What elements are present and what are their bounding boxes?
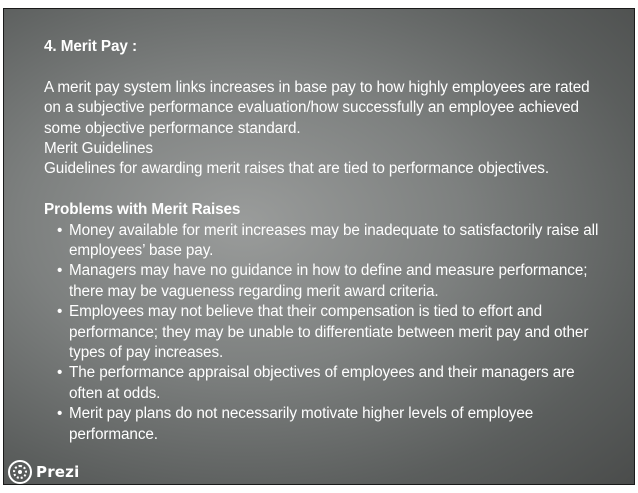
- list-item-text: Managers may have no guidance in how to define and measure performance; there may be vagueness regarding merit award criteria.: [69, 262, 588, 300]
- list-item: [44, 261, 624, 302]
- spacer: [44, 57, 624, 77]
- bullet-icon: •: [57, 221, 63, 239]
- list-item: [44, 302, 624, 363]
- slide-heading: 4. Merit Pay :: [44, 38, 137, 55]
- intro-paragraph: A merit pay system links increases in base pay to how highly employees are rated on a subjective performance evaluation/how successfully an employee achieved some objective performance standard.: [44, 78, 590, 137]
- slide: [3, 8, 635, 485]
- slide-content: [44, 37, 624, 445]
- guidelines-title: Merit Guidelines: [44, 140, 153, 157]
- bullet-icon: •: [57, 405, 63, 423]
- prezi-logo-text: Prezi: [36, 463, 80, 481]
- guidelines-text: Guidelines for awarding merit raises that are tied to performance objectives.: [44, 160, 549, 178]
- prezi-logo-icon: [8, 460, 32, 484]
- list-item-text: Money available for merit increases may be inadequate to satisfactorily raise all employees’ base pay.: [69, 221, 599, 260]
- bullet-icon: •: [57, 303, 63, 321]
- bullet-icon: •: [57, 262, 63, 280]
- list-item-text: Employees may not believe that their compensation is tied to effort and performance; they may be unable to differentiate between merit pay and other types of pay increases.: [69, 303, 589, 362]
- list-item: [44, 221, 624, 262]
- list-item: [44, 363, 624, 404]
- prezi-logo[interactable]: [8, 459, 79, 485]
- list-item-text: The performance appraisal objectives of employees and their managers are often at odds.: [69, 364, 575, 402]
- bullet-icon: •: [57, 364, 63, 382]
- list-item: [44, 404, 624, 445]
- spacer: [44, 180, 624, 200]
- problems-title: Problems with Merit Raises: [44, 201, 241, 219]
- problems-list: [44, 221, 624, 445]
- list-item-text: Merit pay plans do not necessarily motivate higher levels of employee performance.: [69, 405, 534, 443]
